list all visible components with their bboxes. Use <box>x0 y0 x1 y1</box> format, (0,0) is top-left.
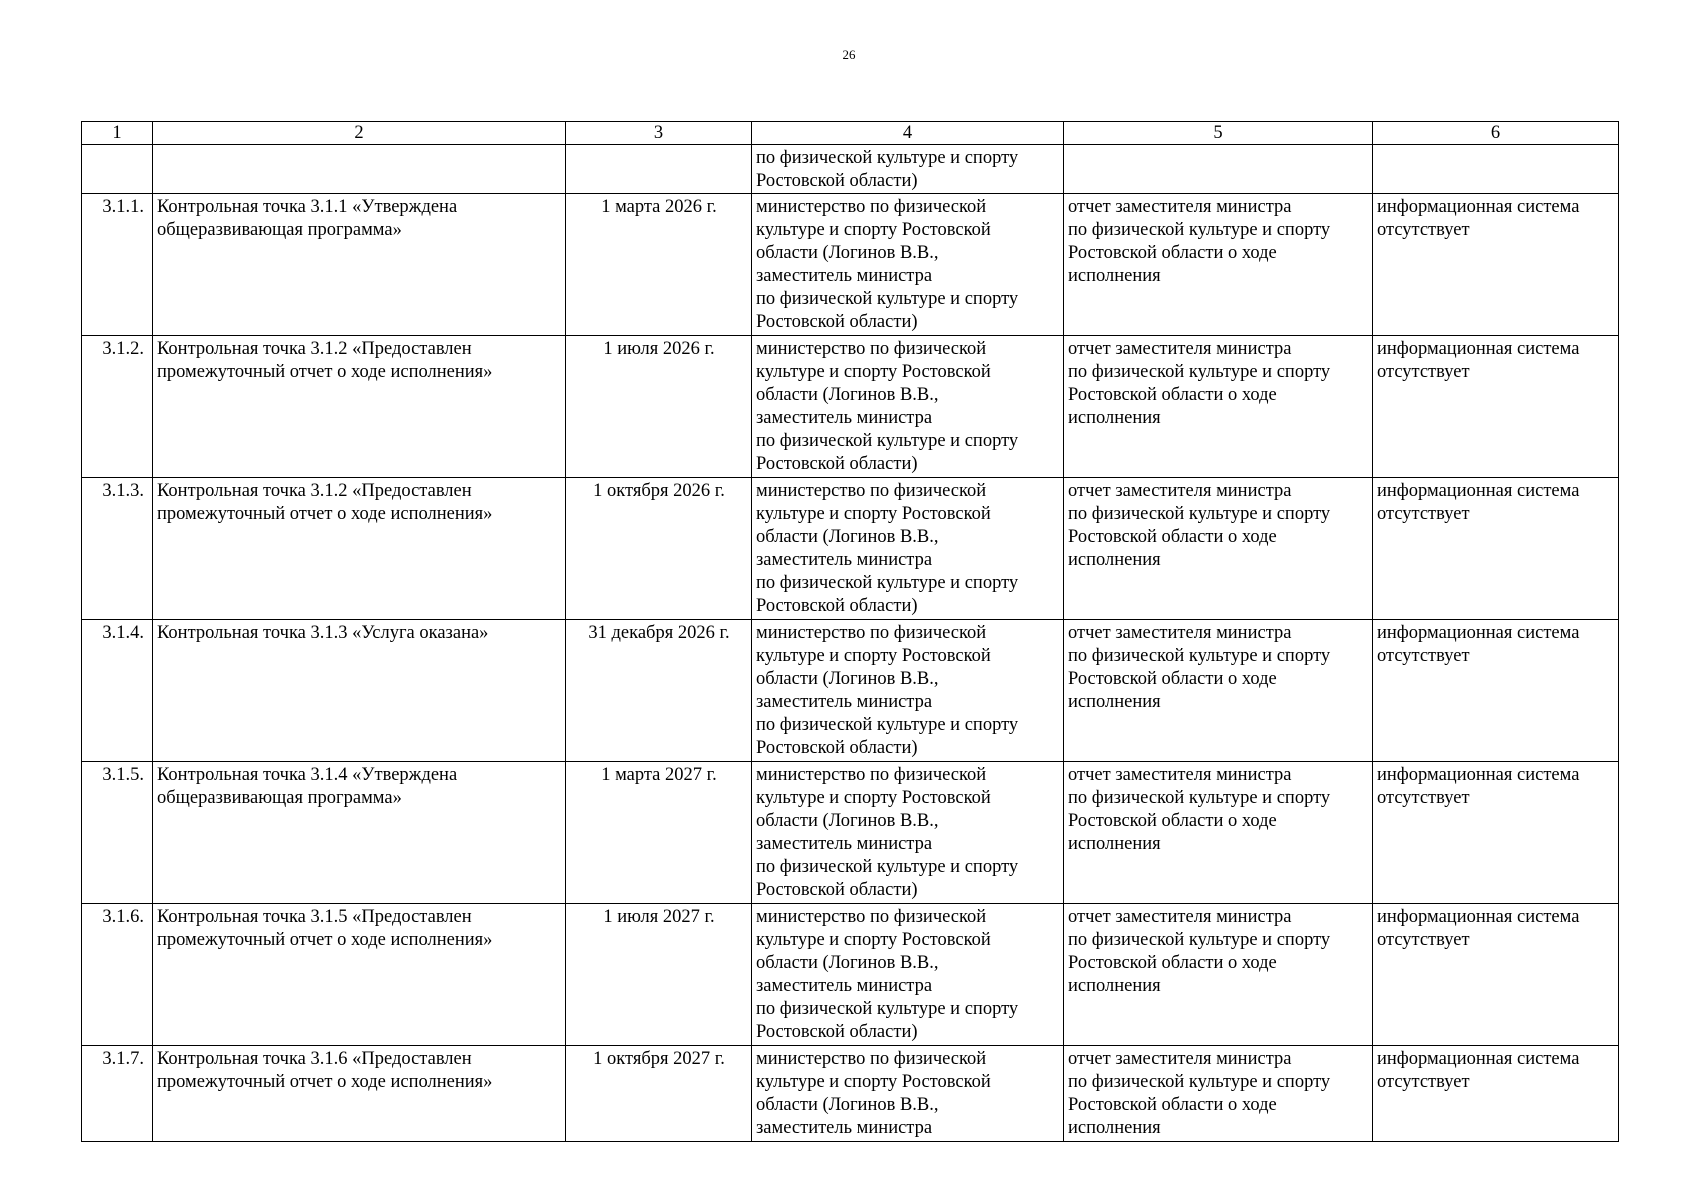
table-row <box>82 620 1619 762</box>
cell-responsible: министерство по физической культуре и спорту Ростовской области (Логинов В.В., заместитель министра по физической культуре и спорту Ростовской области) <box>752 194 1064 336</box>
table-row <box>82 336 1619 478</box>
table-row <box>82 194 1619 336</box>
column-header-4: 4 <box>752 122 1064 145</box>
cell-num: 3.1.2. <box>82 336 153 478</box>
page-number: 26 <box>842 47 856 62</box>
cell-document: отчет заместителя министра по физической культуре и спорту Ростовской области о ходе исполнения <box>1064 194 1373 336</box>
control-points-table <box>81 121 1619 1142</box>
table-row <box>82 904 1619 1046</box>
cell-responsible: министерство по физической культуре и спорту Ростовской области (Логинов В.В., заместитель министра по физической культуре и спорту Ростовской области) <box>752 478 1064 620</box>
cell-date: 1 июля 2027 г. <box>566 904 752 1046</box>
cell-info-system: информационная система отсутствует <box>1373 762 1619 904</box>
cell-info-system <box>1373 145 1619 194</box>
cell-document: отчет заместителя министра по физической культуре и спорту Ростовской области о ходе исполнения <box>1064 762 1373 904</box>
cell-name <box>153 145 566 194</box>
cell-document: отчет заместителя министра по физической культуре и спорту Ростовской области о ходе исполнения <box>1064 478 1373 620</box>
cell-responsible: министерство по физической культуре и спорту Ростовской области (Логинов В.В., заместитель министра по физической культуре и спорту Ростовской области) <box>752 620 1064 762</box>
cell-name: Контрольная точка 3.1.2 «Предоставлен промежуточный отчет о ходе исполнения» <box>153 336 566 478</box>
column-header-3: 3 <box>566 122 752 145</box>
column-number-row <box>82 122 1619 145</box>
column-header-2: 2 <box>153 122 566 145</box>
cell-name: Контрольная точка 3.1.1 «Утверждена общеразвивающая программа» <box>153 194 566 336</box>
cell-document: отчет заместителя министра по физической культуре и спорту Ростовской области о ходе исполнения <box>1064 904 1373 1046</box>
cell-name: Контрольная точка 3.1.6 «Предоставлен промежуточный отчет о ходе исполнения» <box>153 1046 566 1142</box>
cell-num: 3.1.3. <box>82 478 153 620</box>
cell-info-system: информационная система отсутствует <box>1373 904 1619 1046</box>
cell-document: отчет заместителя министра по физической культуре и спорту Ростовской области о ходе исполнения <box>1064 1046 1373 1142</box>
cell-date: 1 марта 2026 г. <box>566 194 752 336</box>
cell-info-system: информационная система отсутствует <box>1373 620 1619 762</box>
cell-num: 3.1.4. <box>82 620 153 762</box>
cell-name: Контрольная точка 3.1.3 «Услуга оказана» <box>153 620 566 762</box>
cell-date: 1 июля 2026 г. <box>566 336 752 478</box>
table-row <box>82 762 1619 904</box>
cell-date: 31 декабря 2026 г. <box>566 620 752 762</box>
cell-responsible: министерство по физической культуре и спорту Ростовской области (Логинов В.В., заместитель министра по физической культуре и спорту Ростовской области) <box>752 336 1064 478</box>
cell-date: 1 октября 2026 г. <box>566 478 752 620</box>
column-header-1: 1 <box>82 122 153 145</box>
table-row <box>82 1046 1619 1142</box>
cell-num: 3.1.5. <box>82 762 153 904</box>
cell-responsible: по физической культуре и спорту Ростовской области) <box>752 145 1064 194</box>
cell-document <box>1064 145 1373 194</box>
table-row <box>82 478 1619 620</box>
cell-name: Контрольная точка 3.1.2 «Предоставлен промежуточный отчет о ходе исполнения» <box>153 478 566 620</box>
cell-document: отчет заместителя министра по физической культуре и спорту Ростовской области о ходе исполнения <box>1064 620 1373 762</box>
cell-responsible: министерство по физической культуре и спорту Ростовской области (Логинов В.В., заместитель министра по физической культуре и спорту Ростовской области) <box>752 904 1064 1046</box>
cell-num: 3.1.7. <box>82 1046 153 1142</box>
cell-date: 1 марта 2027 г. <box>566 762 752 904</box>
cell-name: Контрольная точка 3.1.4 «Утверждена общеразвивающая программа» <box>153 762 566 904</box>
cell-info-system: информационная система отсутствует <box>1373 336 1619 478</box>
column-header-6: 6 <box>1373 122 1619 145</box>
cell-info-system: информационная система отсутствует <box>1373 1046 1619 1142</box>
column-header-5: 5 <box>1064 122 1373 145</box>
cell-num <box>82 145 153 194</box>
cell-responsible: министерство по физической культуре и спорту Ростовской области (Логинов В.В., заместитель министра <box>752 1046 1064 1142</box>
cell-info-system: информационная система отсутствует <box>1373 194 1619 336</box>
cell-date: 1 октября 2027 г. <box>566 1046 752 1142</box>
cell-responsible: министерство по физической культуре и спорту Ростовской области (Логинов В.В., заместитель министра по физической культуре и спорту Ростовской области) <box>752 762 1064 904</box>
cell-num: 3.1.1. <box>82 194 153 336</box>
cell-date <box>566 145 752 194</box>
cell-info-system: информационная система отсутствует <box>1373 478 1619 620</box>
cell-document: отчет заместителя министра по физической культуре и спорту Ростовской области о ходе исполнения <box>1064 336 1373 478</box>
cell-num: 3.1.6. <box>82 904 153 1046</box>
continuation-row <box>82 145 1619 194</box>
cell-name: Контрольная точка 3.1.5 «Предоставлен промежуточный отчет о ходе исполнения» <box>153 904 566 1046</box>
